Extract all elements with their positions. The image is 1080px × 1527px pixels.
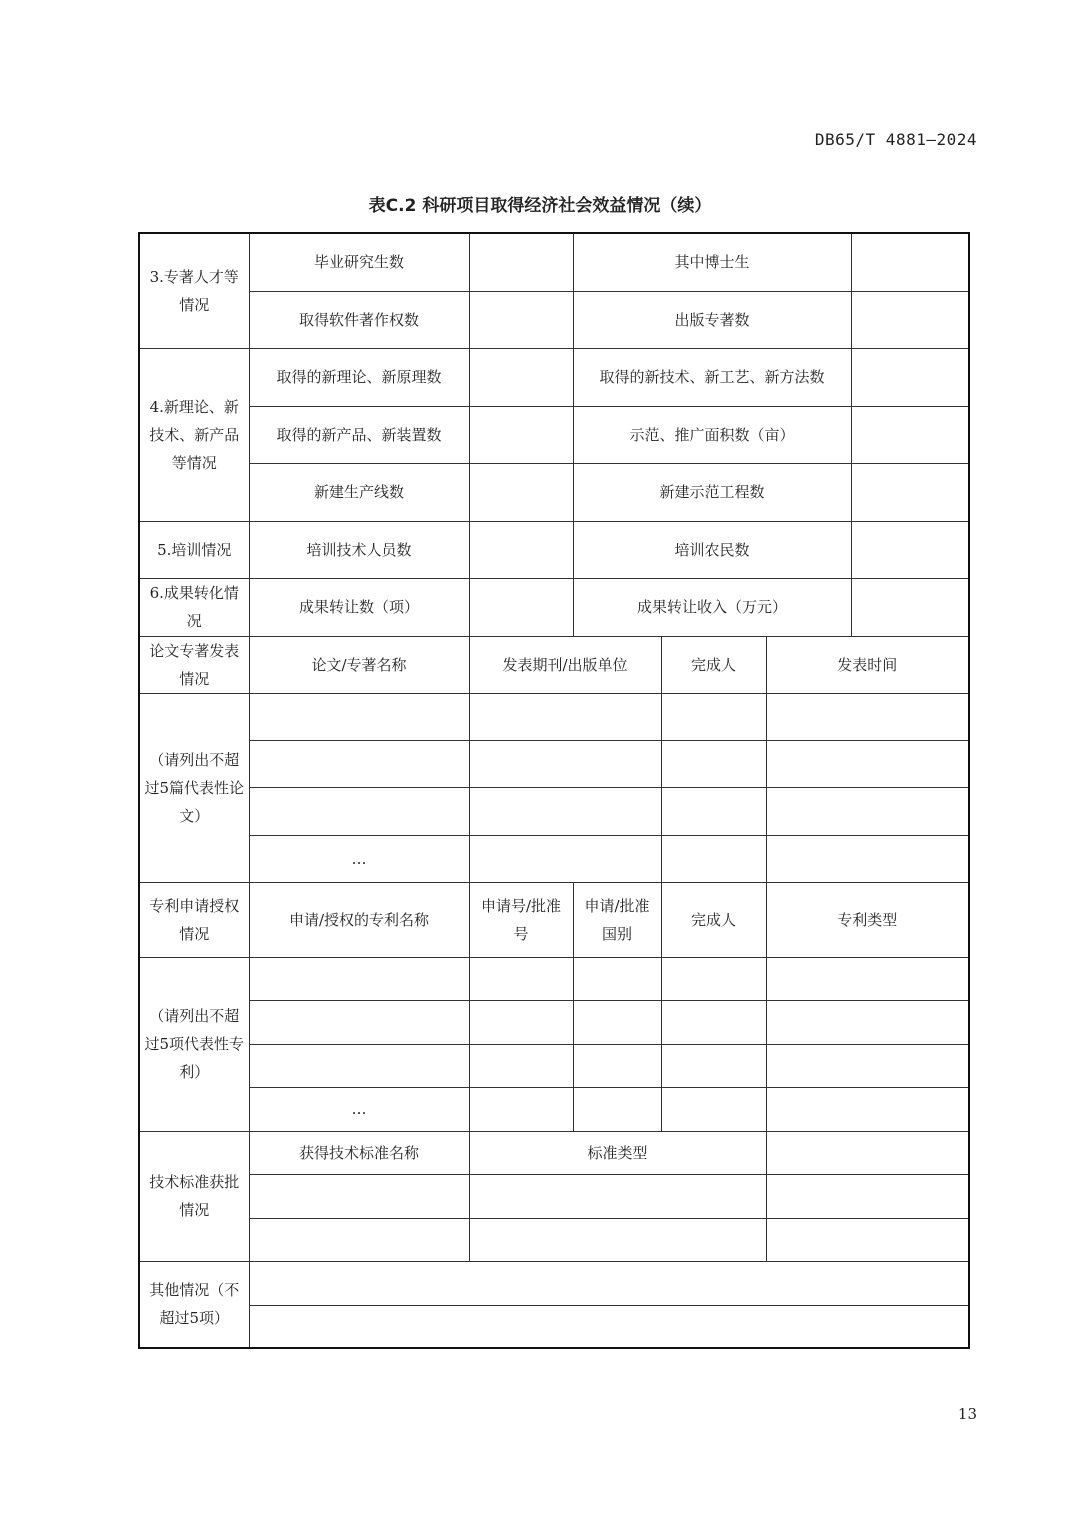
patent-author-cell[interactable] — [661, 1000, 766, 1044]
value-graduates[interactable] — [469, 233, 573, 291]
paper-journal-cell[interactable] — [469, 835, 661, 882]
value-theory[interactable] — [469, 348, 573, 406]
label-product: 取得的新产品、新装置数 — [249, 406, 469, 463]
paper-journal-cell[interactable] — [469, 787, 661, 835]
patent-type-cell[interactable] — [766, 1000, 969, 1044]
standards-col-type: 标准类型 — [469, 1131, 766, 1174]
training-row — [139, 521, 969, 578]
label-production-line: 新建生产线数 — [249, 463, 469, 521]
benefits-table — [138, 232, 970, 1349]
patent-country-cell[interactable] — [573, 1044, 661, 1087]
label-phd: 其中博士生 — [573, 233, 851, 291]
patent-author-cell[interactable] — [661, 1087, 766, 1131]
table-row — [139, 1000, 969, 1044]
papers-ellipsis: … — [249, 835, 469, 882]
papers-col-name: 论文/专著名称 — [249, 636, 469, 693]
paper-name-cell[interactable] — [249, 740, 469, 787]
patents-ellipsis: … — [249, 1087, 469, 1131]
patent-name-cell[interactable] — [249, 957, 469, 1000]
patent-number-cell[interactable] — [469, 1087, 573, 1131]
value-demo-area[interactable] — [851, 406, 969, 463]
paper-author-cell[interactable] — [661, 835, 766, 882]
label-demo-project: 新建示范工程数 — [573, 463, 851, 521]
paper-time-cell[interactable] — [766, 740, 969, 787]
standard-extra-cell[interactable] — [766, 1218, 969, 1261]
patent-author-cell[interactable] — [661, 957, 766, 1000]
paper-name-cell[interactable] — [249, 787, 469, 835]
papers-col-author: 完成人 — [661, 636, 766, 693]
section-label-standards: 技术标准获批情况 — [139, 1131, 249, 1261]
table-row — [139, 1218, 969, 1261]
patent-number-cell[interactable] — [469, 1000, 573, 1044]
papers-col-time: 发表时间 — [766, 636, 969, 693]
papers-note: （请列出不超过5篇代表性论文） — [139, 693, 249, 882]
paper-author-cell[interactable] — [661, 693, 766, 740]
patent-number-cell[interactable] — [469, 1044, 573, 1087]
table-row — [139, 957, 969, 1000]
standard-name-cell[interactable] — [249, 1174, 469, 1218]
patent-name-cell[interactable] — [249, 1000, 469, 1044]
value-phd[interactable] — [851, 233, 969, 291]
value-tech-staff[interactable] — [469, 521, 573, 578]
table-row — [139, 787, 969, 835]
patents-note: （请列出不超过5项代表性专利） — [139, 957, 249, 1131]
value-software[interactable] — [469, 291, 573, 348]
patent-type-cell[interactable] — [766, 1087, 969, 1131]
other-row-1 — [139, 1261, 969, 1305]
label-theory: 取得的新理论、新原理数 — [249, 348, 469, 406]
label-monographs: 出版专著数 — [573, 291, 851, 348]
value-transfer-income[interactable] — [851, 578, 969, 636]
patents-col-number: 申请号/批准号 — [469, 882, 573, 957]
paper-time-cell[interactable] — [766, 787, 969, 835]
value-production-line[interactable] — [469, 463, 573, 521]
papers-col-journal: 发表期刊/出版单位 — [469, 636, 661, 693]
patent-number-cell[interactable] — [469, 957, 573, 1000]
section-label-patents: 专利申请授权情况 — [139, 882, 249, 957]
paper-time-cell[interactable] — [766, 693, 969, 740]
talent-row-1 — [139, 233, 969, 291]
patents-header-row — [139, 882, 969, 957]
table-title: 表C.2 科研项目取得经济社会效益情况（续） — [368, 196, 712, 216]
label-transfer-income: 成果转让收入（万元） — [573, 578, 851, 636]
value-farmers[interactable] — [851, 521, 969, 578]
section-label-innovation: 4.新理论、新技术、新产品等情况 — [139, 348, 249, 521]
table-row — [139, 1174, 969, 1218]
patent-name-cell[interactable] — [249, 1044, 469, 1087]
patent-author-cell[interactable] — [661, 1044, 766, 1087]
table-row — [139, 835, 969, 882]
patent-country-cell[interactable] — [573, 1087, 661, 1131]
standard-extra-cell[interactable] — [766, 1174, 969, 1218]
talent-row-2 — [139, 291, 969, 348]
innovation-row-1 — [139, 348, 969, 406]
other-row-2 — [139, 1305, 969, 1348]
document-code: DB65/T 4881—2024 — [814, 130, 977, 149]
other-cell[interactable] — [249, 1305, 969, 1348]
standards-col-extra — [766, 1131, 969, 1174]
papers-header-row — [139, 636, 969, 693]
patent-country-cell[interactable] — [573, 1000, 661, 1044]
value-demo-project[interactable] — [851, 463, 969, 521]
label-transfer-count: 成果转让数（项） — [249, 578, 469, 636]
value-product[interactable] — [469, 406, 573, 463]
paper-time-cell[interactable] — [766, 835, 969, 882]
paper-journal-cell[interactable] — [469, 740, 661, 787]
patents-col-name: 申请/授权的专利名称 — [249, 882, 469, 957]
table-row — [139, 740, 969, 787]
standard-type-cell[interactable] — [469, 1218, 766, 1261]
patent-type-cell[interactable] — [766, 957, 969, 1000]
standard-name-cell[interactable] — [249, 1218, 469, 1261]
label-graduates: 毕业研究生数 — [249, 233, 469, 291]
section-label-other: 其他情况（不超过5项） — [139, 1261, 249, 1348]
label-tech-staff: 培训技术人员数 — [249, 521, 469, 578]
section-label-transfer: 6.成果转化情况 — [139, 578, 249, 636]
value-transfer-count[interactable] — [469, 578, 573, 636]
standards-header-row — [139, 1131, 969, 1174]
value-technology[interactable] — [851, 348, 969, 406]
patents-col-country: 申请/批准国别 — [573, 882, 661, 957]
standard-type-cell[interactable] — [469, 1174, 766, 1218]
label-demo-area: 示范、推广面积数（亩） — [573, 406, 851, 463]
label-software: 取得软件著作权数 — [249, 291, 469, 348]
table-row — [139, 1087, 969, 1131]
standards-col-name: 获得技术标准名称 — [249, 1131, 469, 1174]
paper-name-cell[interactable] — [249, 693, 469, 740]
patents-col-type: 专利类型 — [766, 882, 969, 957]
patent-country-cell[interactable] — [573, 957, 661, 1000]
innovation-row-2 — [139, 406, 969, 463]
table-row — [139, 693, 969, 740]
table-row — [139, 1044, 969, 1087]
label-technology: 取得的新技术、新工艺、新方法数 — [573, 348, 851, 406]
value-monographs[interactable] — [851, 291, 969, 348]
section-label-training: 5.培训情况 — [139, 521, 249, 578]
paper-author-cell[interactable] — [661, 740, 766, 787]
label-farmers: 培训农民数 — [573, 521, 851, 578]
paper-journal-cell[interactable] — [469, 693, 661, 740]
patents-col-author: 完成人 — [661, 882, 766, 957]
innovation-row-3 — [139, 463, 969, 521]
patent-type-cell[interactable] — [766, 1044, 969, 1087]
paper-author-cell[interactable] — [661, 787, 766, 835]
other-cell[interactable] — [249, 1261, 969, 1305]
section-label-talent: 3.专著人才等情况 — [139, 233, 249, 348]
section-label-papers: 论文专著发表情况 — [139, 636, 249, 693]
page-number: 13 — [957, 1405, 977, 1423]
transfer-row — [139, 578, 969, 636]
